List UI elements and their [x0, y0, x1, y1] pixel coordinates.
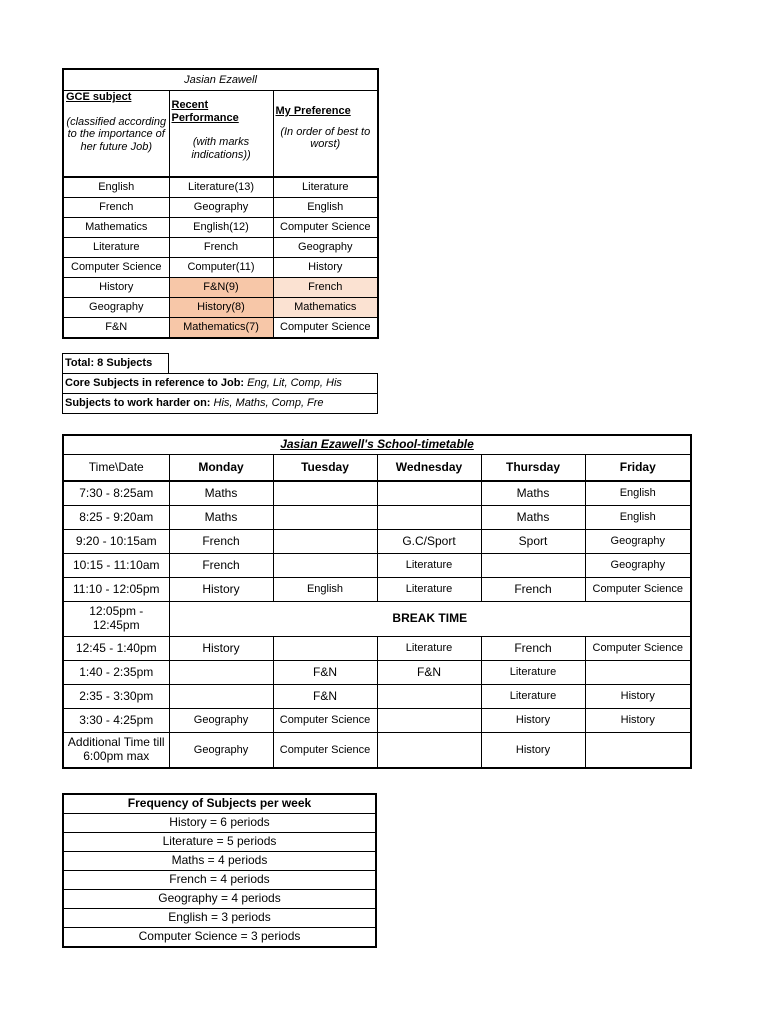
subject-header [63, 91, 169, 178]
timetable-row [63, 554, 691, 578]
total-subjects: Total: 8 Subjects [63, 354, 169, 374]
class-cell: F&N [273, 661, 377, 685]
harder-subjects-label: Subjects to work harder on: [65, 397, 211, 410]
preference-cell: Computer Science [273, 218, 378, 238]
subject-cell: Literature [63, 238, 169, 258]
performance-cell: Mathematics(7) [169, 318, 273, 339]
performance-cell: Geography [169, 198, 273, 218]
time-slot: 10:15 - 11:10am [63, 554, 169, 578]
frequency-item: Maths = 4 periods [63, 852, 376, 871]
frequency-item: English = 3 periods [63, 909, 376, 928]
class-cell: History [169, 637, 273, 661]
time-slot: 11:10 - 12:05pm [63, 578, 169, 602]
class-cell: French [169, 554, 273, 578]
subject-row [63, 298, 378, 318]
timetable-row [63, 661, 691, 685]
class-cell: French [169, 530, 273, 554]
timetable-title: Jasian Ezawell's School-timetable [63, 435, 691, 455]
class-cell: French [481, 637, 585, 661]
class-cell: Maths [169, 481, 273, 506]
frequency-title: Frequency of Subjects per week [63, 794, 376, 814]
student-name: Jasian Ezawell [63, 69, 378, 91]
frequency-row [63, 890, 376, 909]
preference-cell: Geography [273, 238, 378, 258]
frequency-item: Literature = 5 periods [63, 833, 376, 852]
class-cell: Sport [481, 530, 585, 554]
class-cell: Literature [377, 554, 481, 578]
day-header: Friday [585, 455, 691, 482]
day-header: Tuesday [273, 455, 377, 482]
timetable-row [63, 506, 691, 530]
frequency-row [63, 852, 376, 871]
time-slot: 12:05pm - 12:45pm [63, 602, 169, 637]
class-cell: F&N [377, 661, 481, 685]
subject-row [63, 198, 378, 218]
class-cell [169, 661, 273, 685]
class-cell: Literature [377, 578, 481, 602]
break-time: BREAK TIME [169, 602, 691, 637]
class-cell [273, 554, 377, 578]
class-cell [273, 530, 377, 554]
performance-header-note: (with marks indications)) [191, 136, 251, 161]
subject-row [63, 177, 378, 198]
class-cell: French [481, 578, 585, 602]
class-cell: Literature [377, 637, 481, 661]
preference-header-label: My Preference [275, 105, 351, 117]
subject-header-label: GCE subject [66, 91, 132, 103]
class-cell [377, 685, 481, 709]
time-slot: 8:25 - 9:20am [63, 506, 169, 530]
core-subjects [63, 374, 378, 394]
timetable-row [63, 685, 691, 709]
frequency-item: Geography = 4 periods [63, 890, 376, 909]
frequency-item: Computer Science = 3 periods [63, 928, 376, 948]
time-slot: 9:20 - 10:15am [63, 530, 169, 554]
time-slot: 7:30 - 8:25am [63, 481, 169, 506]
class-cell: Maths [481, 481, 585, 506]
class-cell [273, 637, 377, 661]
subject-cell: French [63, 198, 169, 218]
summary-table [62, 353, 378, 414]
preference-cell: Mathematics [273, 298, 378, 318]
performance-cell: English(12) [169, 218, 273, 238]
class-cell: Maths [169, 506, 273, 530]
day-header: Wednesday [377, 455, 481, 482]
class-cell: Computer Science [585, 637, 691, 661]
subject-cell: F&N [63, 318, 169, 339]
timetable-row [63, 733, 691, 769]
frequency-table [62, 793, 377, 948]
timetable-row [63, 602, 691, 637]
subject-row [63, 218, 378, 238]
performance-cell: Literature(13) [169, 177, 273, 198]
time-slot: 12:45 - 1:40pm [63, 637, 169, 661]
class-cell [273, 506, 377, 530]
subject-cell: Geography [63, 298, 169, 318]
class-cell: Computer Science [273, 709, 377, 733]
performance-header [169, 91, 273, 178]
time-slot: 2:35 - 3:30pm [63, 685, 169, 709]
preference-cell: Computer Science [273, 318, 378, 339]
timetable-row [63, 530, 691, 554]
class-cell: Geography [169, 733, 273, 769]
class-cell [377, 506, 481, 530]
performance-cell: F&N(9) [169, 278, 273, 298]
class-cell: English [585, 481, 691, 506]
preference-header [273, 91, 378, 178]
class-cell: G.C/Sport [377, 530, 481, 554]
subjects-table [62, 68, 379, 339]
class-cell [169, 685, 273, 709]
class-cell [377, 709, 481, 733]
performance-cell: Computer(11) [169, 258, 273, 278]
subject-cell: Computer Science [63, 258, 169, 278]
subject-cell: Mathematics [63, 218, 169, 238]
time-slot: Additional Time till 6:00pm max [63, 733, 169, 769]
subject-cell: History [63, 278, 169, 298]
frequency-item: French = 4 periods [63, 871, 376, 890]
class-cell: F&N [273, 685, 377, 709]
frequency-row [63, 928, 376, 948]
class-cell: Literature [481, 685, 585, 709]
harder-subjects [63, 394, 378, 414]
subject-header-note: (classified according to the importance of her future Job) [66, 115, 167, 153]
frequency-row [63, 833, 376, 852]
timetable-row [63, 578, 691, 602]
class-cell: History [481, 733, 585, 769]
class-cell: History [585, 709, 691, 733]
class-cell: History [481, 709, 585, 733]
preference-cell: English [273, 198, 378, 218]
time-slot: 1:40 - 2:35pm [63, 661, 169, 685]
harder-subjects-value: His, Maths, Comp, Fre [213, 397, 324, 410]
class-cell [481, 554, 585, 578]
time-slot: 3:30 - 4:25pm [63, 709, 169, 733]
day-header: Monday [169, 455, 273, 482]
timetable-row [63, 637, 691, 661]
day-header: Thursday [481, 455, 585, 482]
class-cell [377, 481, 481, 506]
performance-cell: History(8) [169, 298, 273, 318]
time-date-header: Time\Date [63, 455, 169, 482]
class-cell [273, 481, 377, 506]
preference-cell: History [273, 258, 378, 278]
frequency-item: History = 6 periods [63, 814, 376, 833]
frequency-row [63, 814, 376, 833]
blank-cell [169, 354, 378, 374]
class-cell: Geography [169, 709, 273, 733]
class-cell: History [585, 685, 691, 709]
preference-header-note: (In order of best to worst) [280, 125, 371, 151]
class-cell: Computer Science [273, 733, 377, 769]
timetable [62, 434, 692, 769]
subject-row [63, 258, 378, 278]
preference-cell: French [273, 278, 378, 298]
class-cell: English [273, 578, 377, 602]
subject-cell: English [63, 177, 169, 198]
subject-row [63, 278, 378, 298]
timetable-row [63, 481, 691, 506]
class-cell: English [585, 506, 691, 530]
core-subjects-label: Core Subjects in reference to Job: [65, 377, 245, 390]
subject-row [63, 238, 378, 258]
class-cell [585, 733, 691, 769]
performance-header-label: Recent Performance [171, 99, 239, 124]
class-cell: Computer Science [585, 578, 691, 602]
frequency-row [63, 909, 376, 928]
class-cell [585, 661, 691, 685]
performance-cell: French [169, 238, 273, 258]
class-cell: Geography [585, 554, 691, 578]
core-subjects-value: Eng, Lit, Comp, His [247, 377, 342, 390]
preference-cell: Literature [273, 177, 378, 198]
class-cell: Geography [585, 530, 691, 554]
class-cell: Maths [481, 506, 585, 530]
subject-row [63, 318, 378, 339]
frequency-row [63, 871, 376, 890]
class-cell: Literature [481, 661, 585, 685]
timetable-row [63, 709, 691, 733]
class-cell: History [169, 578, 273, 602]
class-cell [377, 733, 481, 769]
